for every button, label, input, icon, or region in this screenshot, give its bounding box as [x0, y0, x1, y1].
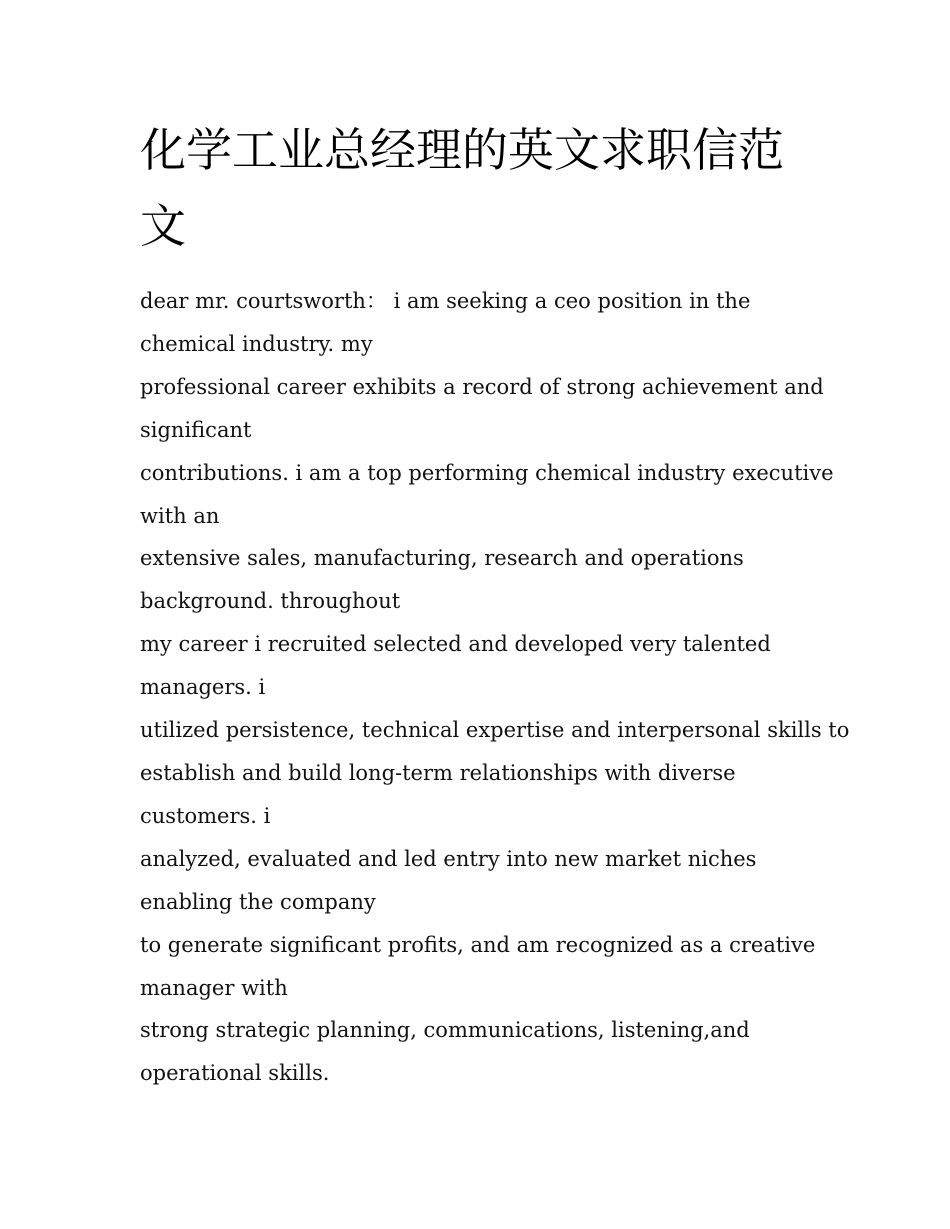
body-line: contributions. i am a top performing chemical industry executive — [140, 460, 834, 485]
letter-body — [140, 280, 850, 1095]
body-line: operational skills. — [140, 1061, 330, 1086]
body-line: chemical industry. my — [140, 331, 373, 356]
body-line: utilized persistence, technical expertise and interpersonal skills to — [140, 718, 850, 743]
body-line: enabling the company — [140, 889, 376, 914]
body-line: extensive sales, manufacturing, research and operations — [140, 546, 744, 571]
body-line: my career i recruited selected and developed very talented — [140, 632, 771, 657]
body-line: to generate significant profits, and am recognized as a creative — [140, 932, 816, 957]
document-title: 化学工业总经理的英文求职信范文 — [140, 123, 784, 253]
body-line: managers. i — [140, 675, 266, 700]
body-line: strong strategic planning, communications, listening,and — [140, 1018, 750, 1043]
body-line: background. throughout — [140, 589, 401, 614]
body-line: with an — [140, 503, 220, 528]
body-line: significant — [140, 417, 252, 442]
body-line: customers. i — [140, 803, 271, 828]
body-line: professional career exhibits a record of strong achievement and — [140, 374, 824, 399]
body-line: manager with — [140, 975, 288, 1000]
body-line: dear mr. courtsworth： i am seeking a ceo position in the — [140, 289, 751, 313]
body-line: analyzed, evaluated and led entry into new market niches — [140, 846, 757, 871]
body-line: establish and build long-term relationships with diverse — [140, 760, 736, 785]
